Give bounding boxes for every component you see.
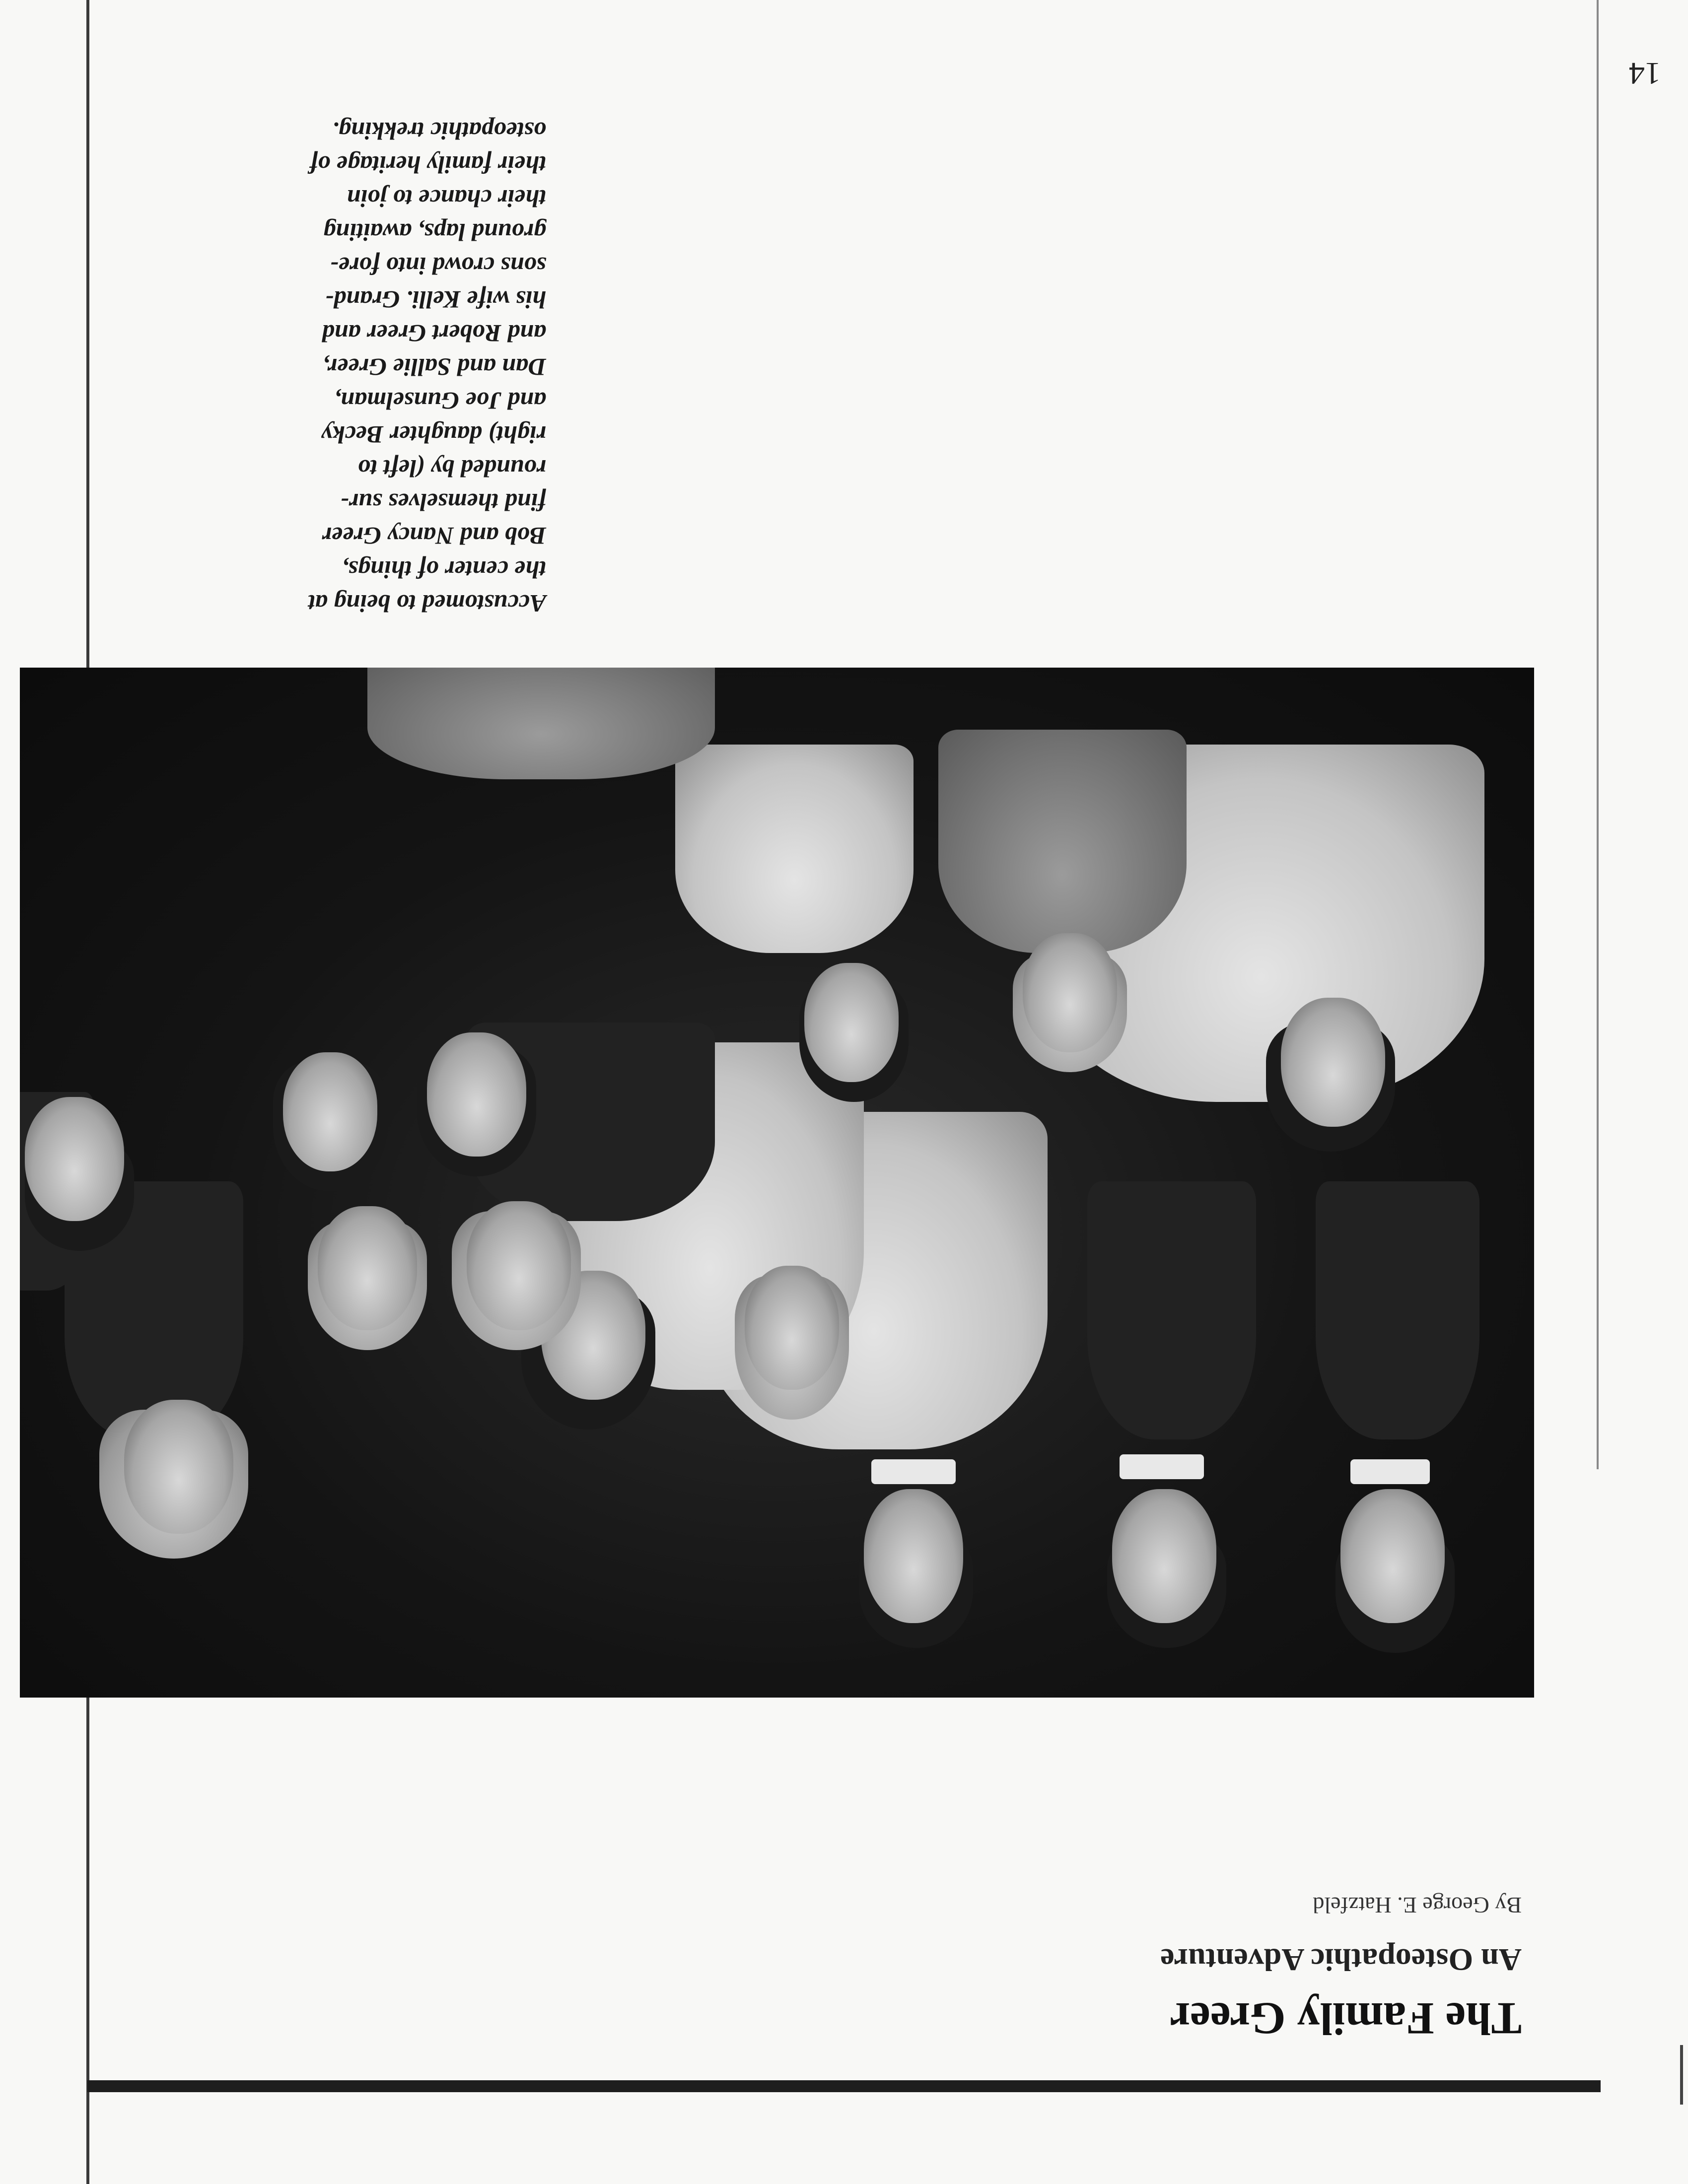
person-figure bbox=[1112, 1489, 1216, 1623]
caption-line: his wife Kelli. Grand- bbox=[325, 286, 546, 314]
person-figure bbox=[1316, 1181, 1479, 1439]
page-number: 14 bbox=[1629, 56, 1661, 91]
caption-line: their family heritage of bbox=[309, 151, 546, 179]
person-figure bbox=[1281, 998, 1385, 1127]
person-figure bbox=[25, 1097, 124, 1221]
page-edge-line bbox=[1597, 0, 1599, 1469]
header-rule bbox=[87, 2080, 1601, 2092]
person-figure bbox=[871, 1459, 956, 1484]
person-figure bbox=[804, 963, 899, 1082]
caption-line: Dan and Sallie Greer, bbox=[322, 353, 546, 381]
caption-line: the center of things, bbox=[342, 556, 546, 584]
caption-line: and Robert Greer and bbox=[322, 320, 546, 347]
person-figure bbox=[745, 1266, 839, 1390]
person-figure bbox=[1120, 1454, 1204, 1479]
caption-line: Bob and Nancy Greer bbox=[322, 522, 546, 550]
margin-mark bbox=[1680, 2045, 1683, 2105]
person-figure bbox=[367, 668, 715, 779]
person-figure bbox=[283, 1052, 377, 1171]
caption-line: rounded by (left to bbox=[357, 455, 546, 482]
person-figure bbox=[318, 1206, 417, 1330]
person-figure bbox=[124, 1400, 233, 1534]
person-figure bbox=[1087, 1181, 1256, 1439]
article-title: The Family Greer bbox=[1170, 1993, 1522, 2044]
person-figure bbox=[675, 745, 914, 953]
person-figure bbox=[427, 1032, 526, 1157]
person-figure bbox=[864, 1489, 963, 1623]
caption-line: osteopathic trekking. bbox=[332, 117, 546, 145]
caption-line: find themselves sur- bbox=[341, 488, 546, 516]
article-subtitle: An Osteopathic Adventure bbox=[1160, 1942, 1522, 1978]
photo-caption bbox=[228, 114, 546, 620]
caption-line: their chance to join bbox=[347, 185, 546, 212]
family-photo bbox=[20, 668, 1534, 1698]
person-figure bbox=[1023, 933, 1117, 1052]
article-byline: By George E. Hatzfeld bbox=[1313, 1893, 1522, 1918]
person-figure bbox=[1340, 1489, 1445, 1623]
caption-line: and Joe Gunselman, bbox=[334, 387, 546, 415]
caption-line: right) daughter Becky bbox=[321, 421, 546, 449]
caption-line: Accustomed to being at bbox=[308, 590, 546, 617]
person-figure bbox=[1350, 1459, 1430, 1484]
person-figure bbox=[467, 1201, 571, 1330]
person-figure bbox=[938, 730, 1187, 953]
caption-line: ground laps, awaiting bbox=[323, 218, 546, 246]
caption-line: sons crowd into fore- bbox=[330, 252, 546, 280]
